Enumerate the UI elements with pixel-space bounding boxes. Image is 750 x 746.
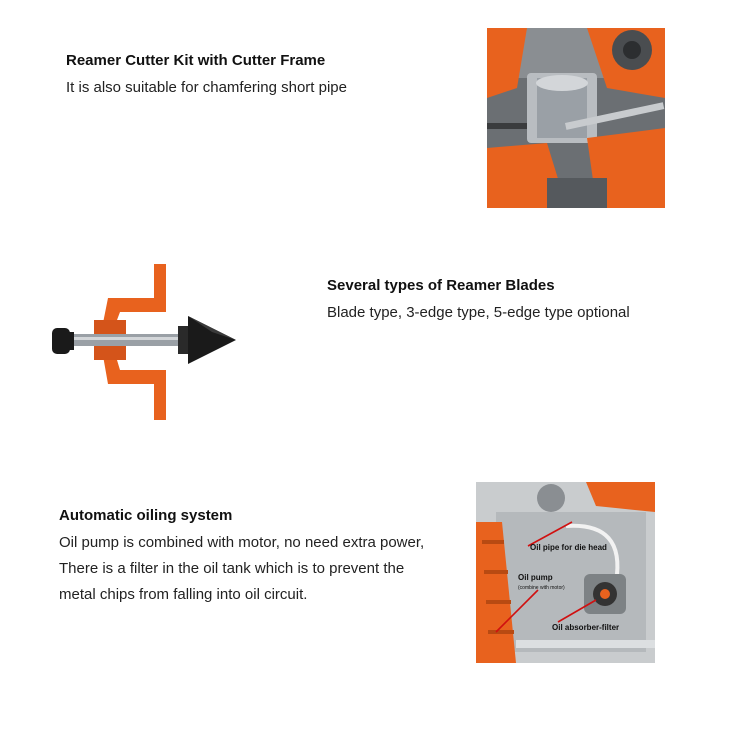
reamer-cutter-image <box>48 258 244 426</box>
reamer-kit-photo <box>487 28 665 208</box>
reamer-blades-title: Several types of Reamer Blades <box>327 277 555 294</box>
oiling-system-description: Oil pump is combined with motor, no need extra power, There is a filter in the oil tank which is to prevent the metal chips from falling into oil circuit. <box>59 534 425 603</box>
oil-filter-label: Oil absorber-filter <box>552 623 620 632</box>
oil-tank-image <box>476 482 655 663</box>
section-reamer-kit <box>66 52 446 101</box>
oiling-system-title: Automatic oiling system <box>59 507 233 524</box>
oil-pump-label: Oil pump <box>518 573 553 582</box>
reamer-kit-description: It is also suitable for chamfering short pipe <box>66 79 347 96</box>
oil-pipe-label: Oil pipe for die head <box>530 543 607 552</box>
oiling-system-photo <box>476 482 655 663</box>
section-oiling-system <box>59 507 439 608</box>
reamer-machine-image <box>487 28 665 208</box>
reamer-blades-description: Blade type, 3-edge type, 5-edge type optional <box>327 304 630 321</box>
reamer-blade-photo <box>48 258 244 426</box>
reamer-kit-title: Reamer Cutter Kit with Cutter Frame <box>66 52 326 69</box>
section-reamer-blades <box>327 277 727 326</box>
oil-pump-note-label: (combine with motor) <box>518 585 565 591</box>
